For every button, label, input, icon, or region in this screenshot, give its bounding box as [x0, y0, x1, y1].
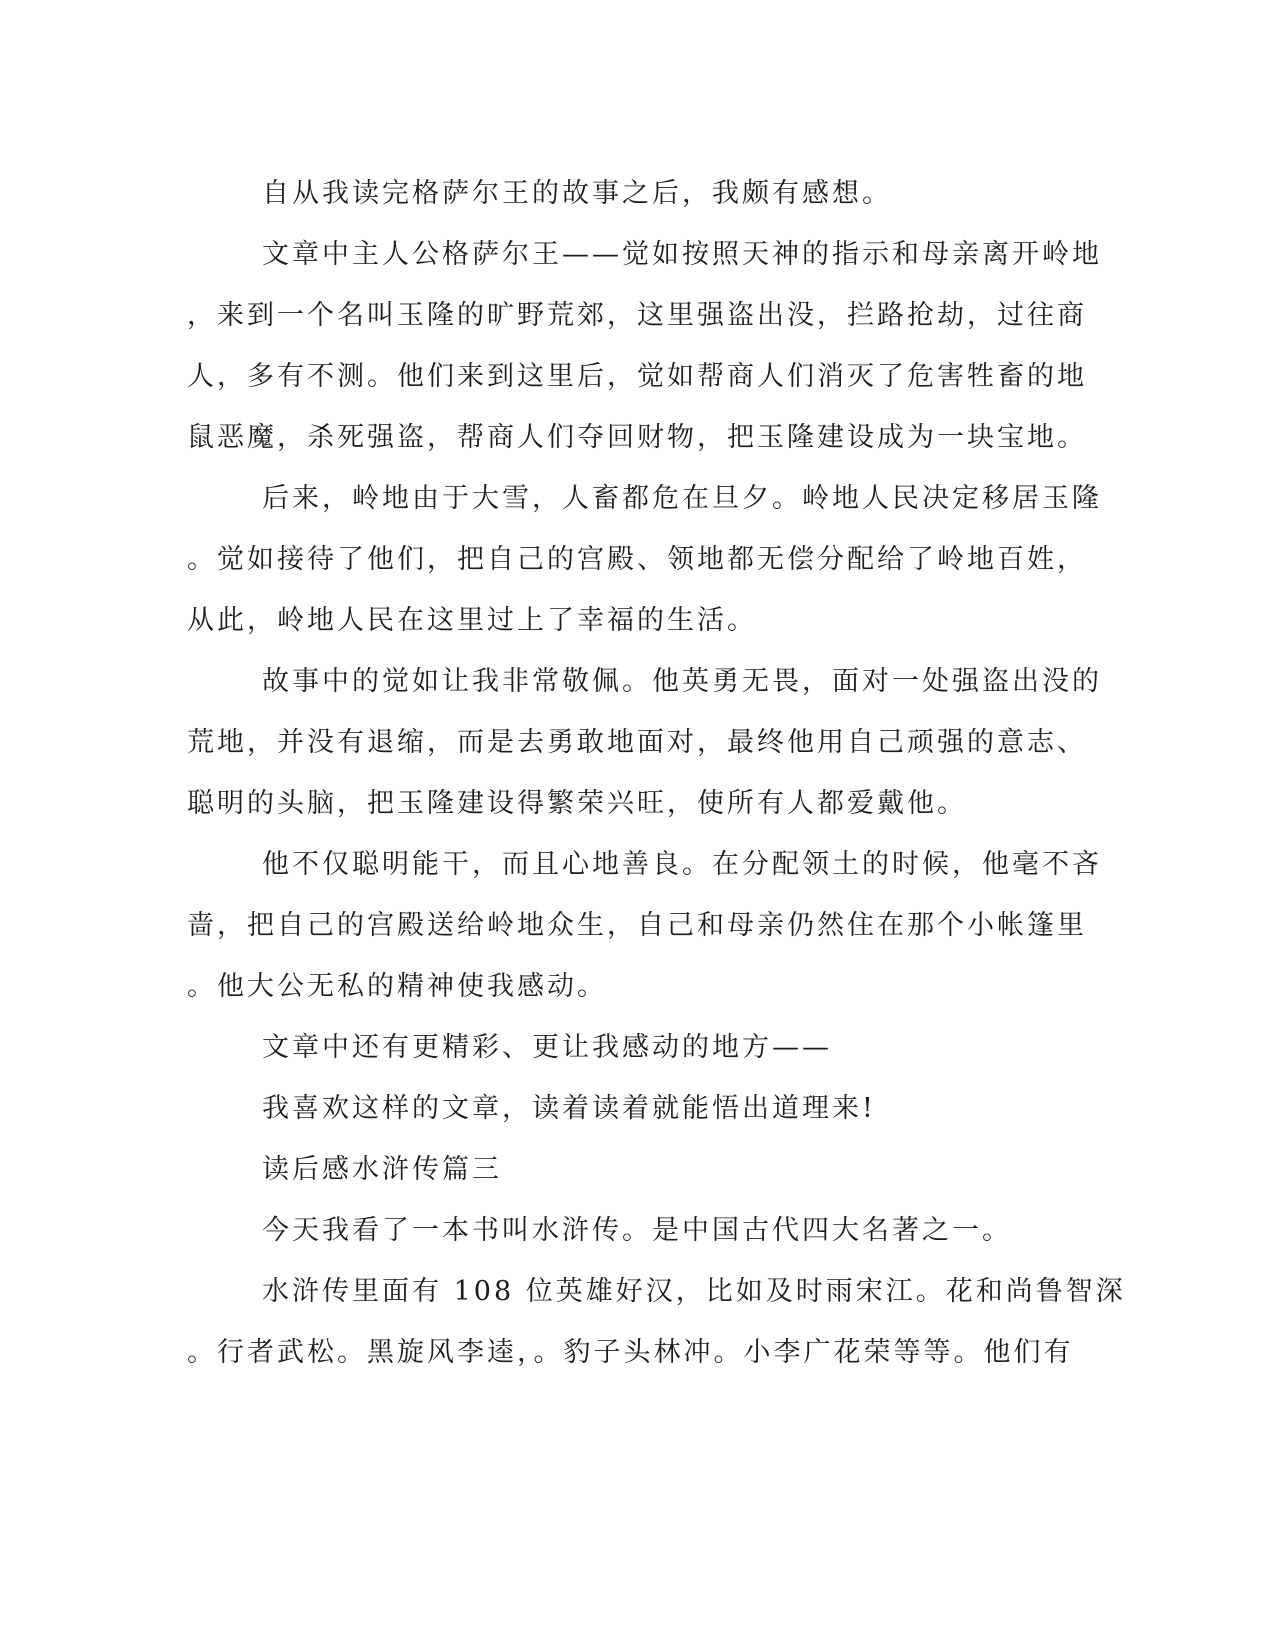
text-line: 后来，岭地由于大雪，人畜都危在旦夕。岭地人民决定移居玉隆	[262, 483, 1102, 514]
text-line: 。觉如接待了他们，把自己的宫殿、领地都无偿分配给了岭地百姓，	[187, 544, 1087, 575]
text-line: 文章中主人公格萨尔王——觉如按照天神的指示和母亲离开岭地	[262, 239, 1102, 270]
text-line: 鼠恶魔，杀死强盗，帮商人们夺回财物，把玉隆建设成为一块宝地。	[187, 422, 1087, 453]
text-line: 荒地，并没有退缩，而是去勇敢地面对，最终他用自己顽强的意志、	[187, 727, 1087, 758]
text-line: 他不仅聪明能干，而且心地善良。在分配领土的时候，他毫不吝	[262, 849, 1102, 880]
text-line: 。行者武松。黑旋风李逵，。豹子头林冲。小李广花荣等等。他们有	[187, 1337, 1074, 1368]
text-line: 自从我读完格萨尔王的故事之后，我颇有感想。	[262, 178, 892, 209]
body-text	[187, 163, 1126, 1383]
text-line: 人，多有不测。他们来到这里后，觉如帮商人们消灭了危害牲畜的地	[187, 361, 1087, 392]
section-heading: 读后感水浒传篇三	[262, 1154, 502, 1185]
text-line: 文章中还有更精彩、更让我感动的地方——	[262, 1032, 832, 1063]
text-line: 今天我看了一本书叫水浒传。是中国古代四大名著之一。	[262, 1215, 1012, 1246]
text-line: 我喜欢这样的文章，读着读着就能悟出道理来!	[262, 1093, 876, 1124]
text-line: 啬，把自己的宫殿送给岭地众生，自己和母亲仍然住在那个小帐篷里	[187, 910, 1087, 941]
text-line: 水浒传里面有 108 位英雄好汉，比如及时雨宋江。花和尚鲁智深	[262, 1276, 1126, 1307]
text-line: 。他大公无私的精神使我感动。	[187, 971, 607, 1002]
text-line: ，来到一个名叫玉隆的旷野荒郊，这里强盗出没，拦路抢劫，过往商	[187, 300, 1087, 331]
text-line: 故事中的觉如让我非常敬佩。他英勇无畏，面对一处强盗出没的	[262, 666, 1102, 697]
text-line: 从此，岭地人民在这里过上了幸福的生活。	[187, 605, 757, 636]
text-line: 聪明的头脑，把玉隆建设得繁荣兴旺，使所有人都爱戴他。	[187, 788, 967, 819]
